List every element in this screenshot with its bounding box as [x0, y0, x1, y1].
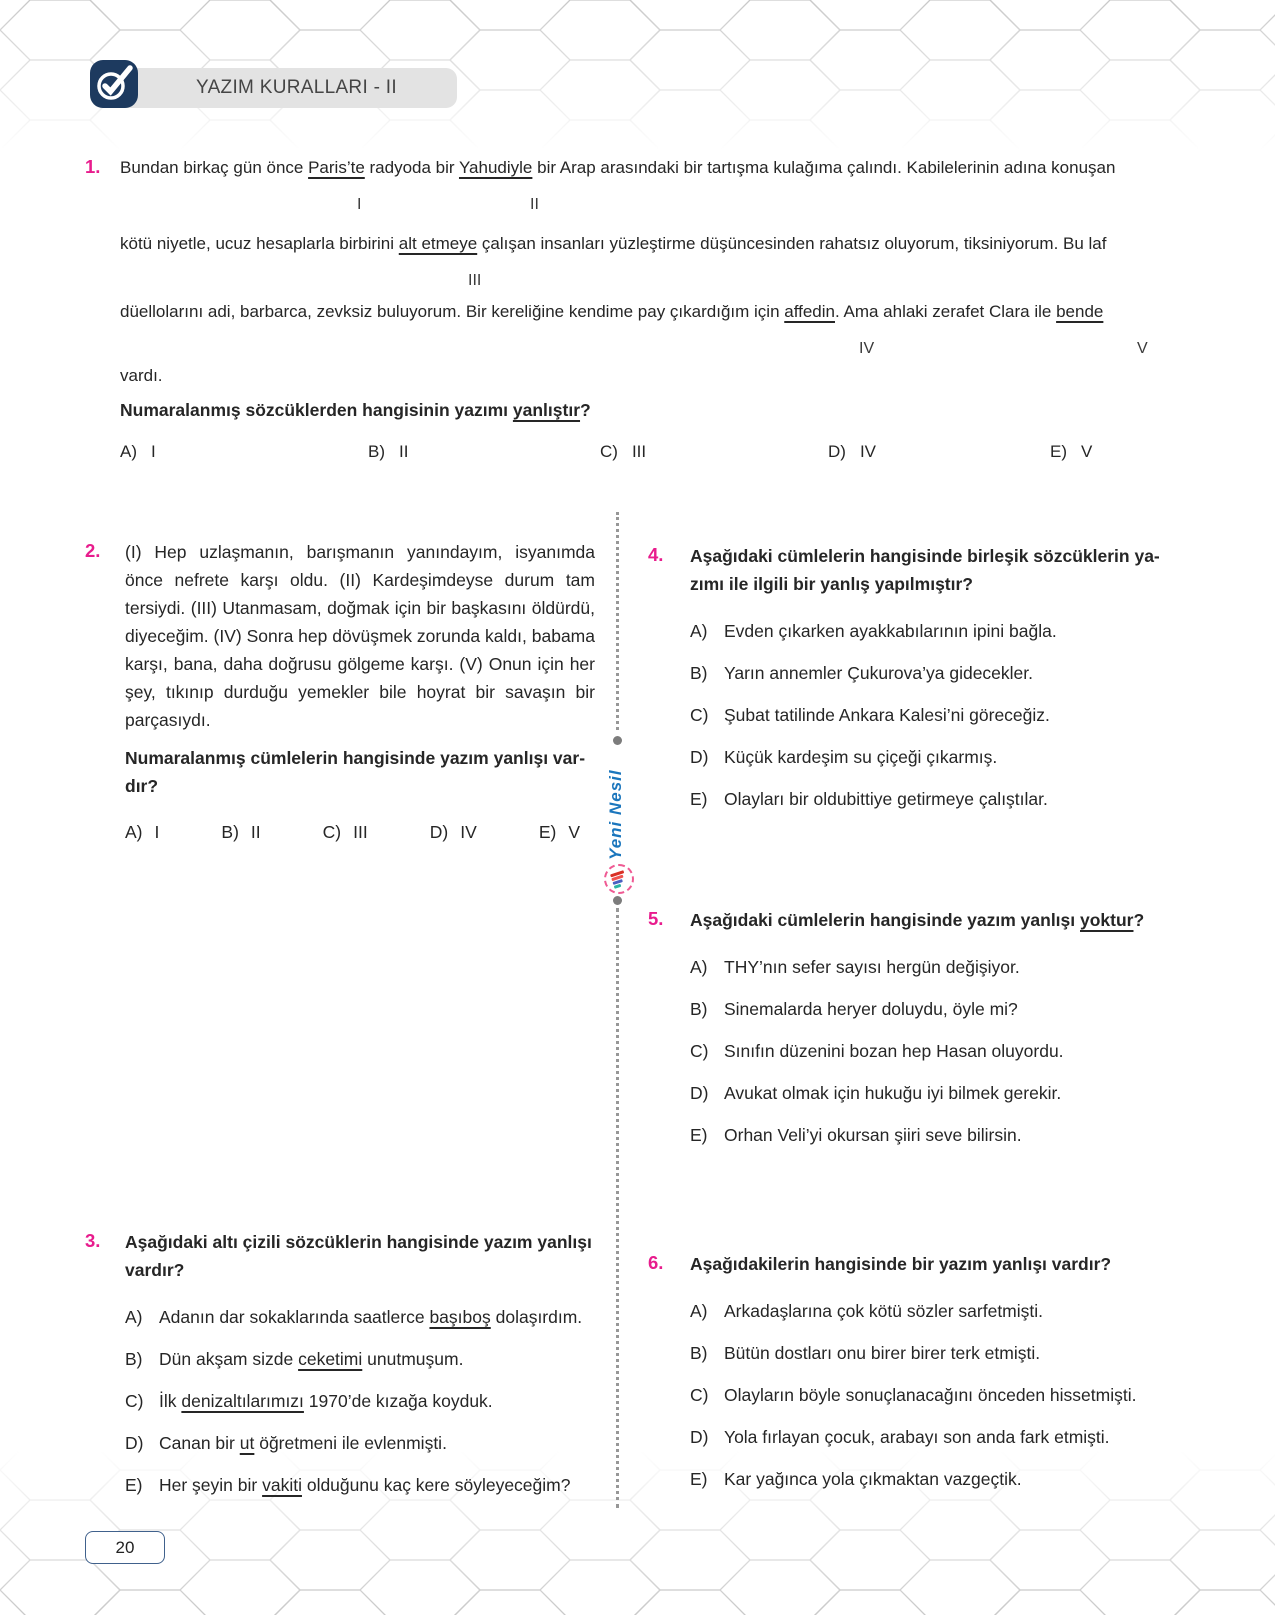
- question-5: [648, 906, 1205, 1164]
- option-c: C) Sınıfın düzenini bozan hep Hasan oluyordu.: [690, 1038, 1205, 1064]
- option-b: B) II: [221, 822, 261, 842]
- publisher-badge-icon: [604, 864, 634, 894]
- options-list: [690, 954, 1205, 1148]
- checkmark-circle-icon: [90, 60, 138, 108]
- column-divider: [608, 512, 630, 1512]
- option-text: Kar yağınca yola çıkmaktan vazgeçtik.: [724, 1469, 1022, 1489]
- option-a: A) Arkadaşlarına çok kötü sözler sarfetmişti.: [690, 1298, 1205, 1324]
- question-stem: Numaralanmış cümlelerin hangisinde yazım yanlışı var- dır?: [125, 748, 586, 796]
- divider-dot: [613, 736, 622, 745]
- check-logo-icon: [90, 60, 138, 108]
- underlined-word-3: alt etmeye: [398, 234, 478, 253]
- option-e: E) Her şeyin bir vakiti olduğunu kaç kere söyleyeceğim?: [125, 1472, 597, 1498]
- page-number-badge: [85, 1531, 165, 1564]
- option-e: [1050, 442, 1092, 462]
- option-b: B) Dün akşam sizde ceketimi unutmuşum.: [125, 1346, 597, 1372]
- question-number: 3.: [85, 1230, 101, 1251]
- option-text: Adanın dar sokaklarında saatlerce başıboş dolaşırdım.: [159, 1307, 583, 1327]
- option-text: Arkadaşlarına çok kötü sözler sarfetmişti.: [724, 1301, 1044, 1321]
- question-2: [85, 538, 597, 843]
- publisher-logo-text: Yeni Nesil: [606, 769, 625, 860]
- option-text: I: [151, 442, 156, 461]
- option-text: IV: [859, 442, 877, 461]
- question-number: 4.: [648, 544, 664, 565]
- option-d: D) Avukat olmak için hukuğu iyi bilmek gerekir.: [690, 1080, 1205, 1106]
- option-b: B) Bütün dostları onu birer birer terk etmişti.: [690, 1340, 1205, 1366]
- option-d: D) Küçük kardeşim su çiçeği çıkarmış.: [690, 744, 1205, 770]
- dotted-line-bottom: [616, 908, 619, 1508]
- option-a: A) Evden çıkarken ayakkabılarının ipini bağla.: [690, 618, 1205, 644]
- option-d: D) IV: [429, 822, 477, 842]
- numeral-label-2: II: [530, 196, 539, 213]
- question-number: 6.: [648, 1252, 664, 1273]
- option-e: E) Olayları bir oldubittiye getirmeye çalıştılar.: [690, 786, 1205, 812]
- options-list: [690, 1298, 1205, 1492]
- option-text: Şubat tatilinde Ankara Kalesi’ni göreceğiz.: [724, 705, 1050, 725]
- option-e: E) Orhan Veli’yi okursan şiiri seve bilirsin.: [690, 1122, 1205, 1148]
- question-stem: Aşağıdaki altı çizili sözcüklerin hangisinde yazım yanlışı vardır?: [125, 1232, 592, 1280]
- option-text: Bütün dostları onu birer birer terk etmişti.: [724, 1343, 1041, 1363]
- option-b: [368, 442, 408, 462]
- q1-text-line-4: vardı.: [120, 366, 163, 385]
- options-list: [690, 618, 1205, 812]
- question-6: [648, 1250, 1205, 1508]
- question-stem: Aşağıdakilerin hangisinde bir yazım yanlışı vardır?: [690, 1254, 1112, 1274]
- option-text: II: [399, 442, 409, 461]
- question-stem: Aşağıdaki cümlelerin hangisinde birleşik sözcüklerin ya- zımı ile ilgili bir yanlış yapılmıştır?: [690, 546, 1160, 594]
- option-text: Orhan Veli’yi okursan şiiri seve bilirsin.: [724, 1125, 1022, 1145]
- option-text: Sinemalarda heryer doluydu, öyle mi?: [724, 999, 1018, 1019]
- option-c: C) Olayların böyle sonuçlanacağını önceden hissetmişti.: [690, 1382, 1205, 1408]
- option-text: Sınıfın düzenini bozan hep Hasan oluyordu.: [724, 1041, 1064, 1061]
- numeral-label-1: I: [357, 196, 362, 213]
- question-3: [85, 1228, 597, 1514]
- color-stripes-icon: [610, 870, 628, 889]
- option-letter: B): [368, 442, 385, 461]
- underlined-word-1: Paris’te: [308, 158, 365, 177]
- dotted-line-top: [616, 512, 619, 730]
- option-text: Avukat olmak için hukuğu iyi bilmek gerekir.: [724, 1083, 1062, 1103]
- question-number: 5.: [648, 908, 664, 929]
- q1-text-line-1: Bundan birkaç gün önce Paris’te radyoda bir Yahudiyle bir Arap arasındaki bir tartışma kulağıma çalındı. Kabilelerinin adına konuşan: [120, 158, 1116, 177]
- option-d: D) Canan bir ut öğretmeni ile evlenmişti.: [125, 1430, 597, 1456]
- option-b: B) Yarın annemler Çukurova’ya gidecekler.: [690, 660, 1205, 686]
- underlined-word-5: bende: [1056, 302, 1104, 321]
- option-letter: D): [828, 442, 846, 461]
- option-b: B) Sinemalarda heryer doluydu, öyle mi?: [690, 996, 1205, 1022]
- option-text: III: [631, 442, 647, 461]
- divider-dot: [613, 896, 622, 905]
- option-text: Olayların böyle sonuçlanacağını önceden hissetmişti.: [724, 1385, 1137, 1405]
- underlined-word-2: Yahudiyle: [458, 158, 533, 177]
- option-a: A) I: [125, 822, 160, 842]
- option-text: Yola fırlayan çocuk, arabayı son anda fark etmişti.: [724, 1427, 1110, 1447]
- page-title: YAZIM KURALLARI - II: [196, 77, 397, 98]
- q2-passage: (I) Hep uzlaşmanın, barışmanın yanındayım, isyanımda önce nefrete karşı oldu. (II) Kardeşimdeyse durum tam tersiydi. (III) Utanmasam, doğmak için bir başkasını öldürdü, diyeceğim. (IV) Sonra hep dövüşmek zorunda kaldı, babama karşı, bana, daha doğrusu gölgeme karşı. (V) Onun için her şey, tıkınıp durduğu yemekler bile hoyrat bir savaşın bir parçasıydı.: [125, 542, 595, 730]
- option-text: İlk denizaltılarımızı 1970’de kızağa koyduk.: [159, 1391, 493, 1411]
- option-e: E) Kar yağınca yola çıkmaktan vazgeçtik.: [690, 1466, 1205, 1492]
- option-c: [600, 442, 646, 462]
- numeral-label-4: IV: [859, 340, 875, 357]
- option-d: [828, 442, 876, 462]
- option-text: Evden çıkarken ayakkabılarının ipini bağla.: [724, 621, 1057, 641]
- option-text: Yarın annemler Çukurova’ya gidecekler.: [724, 663, 1034, 683]
- q1-text-line-2: kötü niyetle, ucuz hesaplarla birbirini alt etmeye çalışan insanları yüzleştirme düşüncesinden rahatsız oluyorum, tiksiniyorum. Bu laf: [120, 234, 1107, 253]
- option-d: D) Yola fırlayan çocuk, arabayı son anda fark etmişti.: [690, 1424, 1205, 1450]
- option-letter: A): [120, 442, 137, 461]
- option-a: A) THY’nın sefer sayısı hergün değişiyor.: [690, 954, 1205, 980]
- options-row: [125, 822, 580, 843]
- option-text: Dün akşam sizde ceketimi unutmuşum.: [159, 1349, 464, 1369]
- option-c: C) III: [322, 822, 368, 842]
- option-text: Her şeyin bir vakiti olduğunu kaç kere söyleyeceğim?: [159, 1475, 571, 1495]
- question-stem: Aşağıdaki cümlelerin hangisinde yazım yanlışı yoktur?: [690, 910, 1145, 930]
- option-text: Olayları bir oldubittiye getirmeye çalıştılar.: [724, 789, 1048, 809]
- numeral-label-5: V: [1137, 340, 1148, 357]
- option-a: A) Adanın dar sokaklarında saatlerce başıboş dolaşırdım.: [125, 1304, 597, 1330]
- option-letter: E): [1050, 442, 1067, 461]
- option-text: THY’nın sefer sayısı hergün değişiyor.: [724, 957, 1020, 977]
- option-text: Canan bir ut öğretmeni ile evlenmişti.: [159, 1433, 447, 1453]
- option-e: E) V: [538, 822, 580, 842]
- question-1: [85, 152, 1205, 472]
- option-c: C) İlk denizaltılarımızı 1970’de kızağa koyduk.: [125, 1388, 597, 1414]
- option-text: V: [1081, 442, 1093, 461]
- page-number: 20: [115, 1537, 135, 1557]
- option-c: C) Şubat tatilinde Ankara Kalesi’ni göreceğiz.: [690, 702, 1205, 728]
- question-4: [648, 542, 1205, 828]
- question-stem: Numaralanmış sözcüklerden hangisinin yazımı yanlıştır?: [120, 400, 591, 420]
- q1-text-line-3: düellolarını adi, barbarca, zevksiz buluyorum. Bir kereliğine kendime pay çıkardığım için affedin. Ama ahlaki zerafet Clara ile bende: [120, 302, 1104, 321]
- option-a: [120, 442, 156, 462]
- numeral-label-3: III: [468, 272, 482, 289]
- question-number: 2.: [85, 540, 101, 561]
- option-text: Küçük kardeşim su çiçeği çıkarmış.: [724, 747, 998, 767]
- option-letter: C): [600, 442, 618, 461]
- underlined-word-4: affedin: [784, 302, 835, 321]
- question-number: 1.: [85, 156, 101, 177]
- options-list: [125, 1304, 597, 1498]
